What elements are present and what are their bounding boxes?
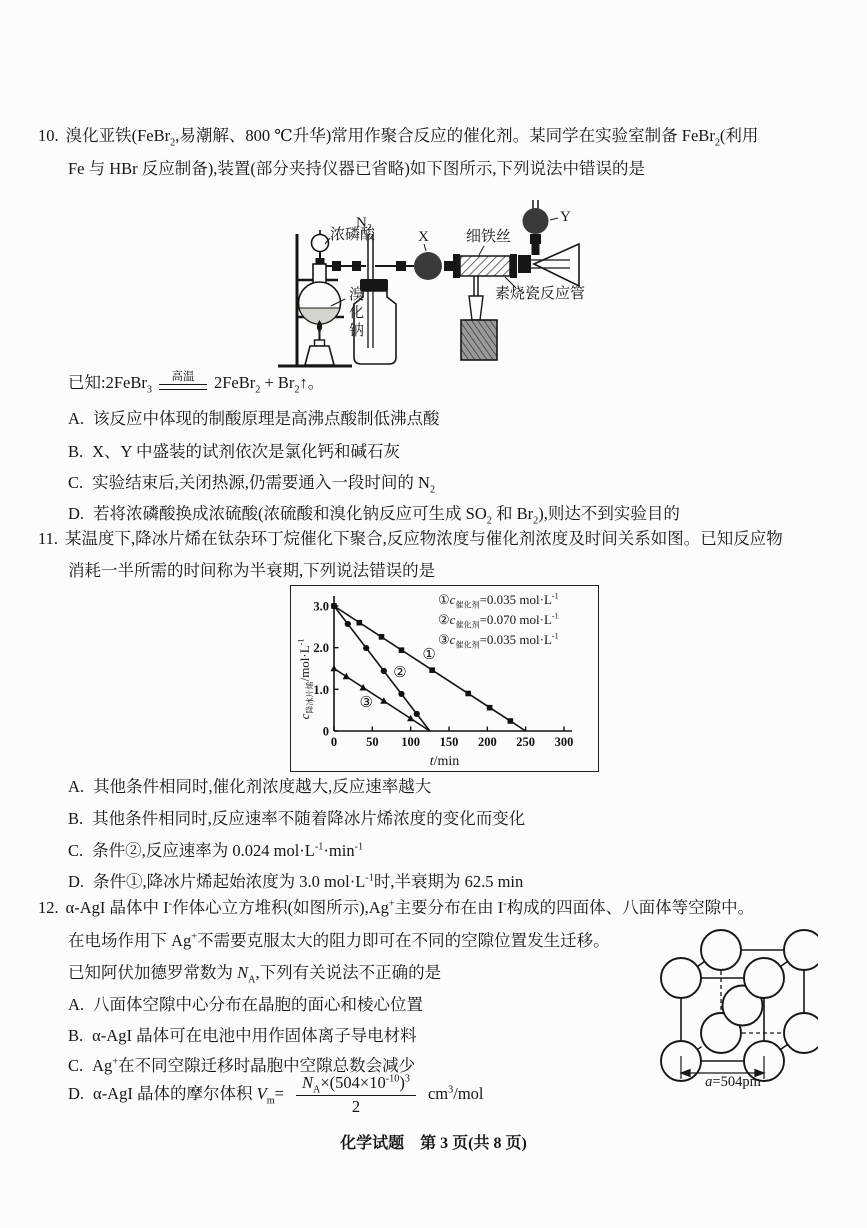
label-iron-wire: 细铁丝: [466, 229, 512, 245]
q12-stem-text2: 在电场作用下 Ag+不需要克服太大的阻力即可在不同的空隙位置发生迁移。: [68, 931, 610, 950]
blast-lamp: [461, 276, 497, 360]
label-conc-phosphoric-acid: 浓磷酸: [330, 227, 376, 243]
option-d-post: $cm^3$/mol: [427, 1084, 484, 1103]
q10-stem-text1: 溴化亚铁(FeBr$_2$,易潮解、800 ℃升华)常用作聚合反应的催化剂。某同学在实验室制备 FeBr$_2$(利用: [65, 126, 759, 149]
q10-number: 10.: [38, 126, 59, 145]
page-footer: 化学试题 第 3 页(共 8 页): [340, 1135, 527, 1152]
option-label: B.: [68, 1026, 84, 1045]
collection-flask: [518, 244, 579, 286]
option-d-pre: α-AgI 晶体的摩尔体积 $V_m=$: [93, 1084, 284, 1107]
q10-stem-line1: [38, 125, 758, 147]
label-porcelain-tube: 素烧瓷反应管: [495, 286, 586, 302]
q12-number: 12.: [38, 898, 59, 917]
option-label: B.: [68, 809, 84, 828]
q10-option-c: [68, 472, 435, 494]
option-text: Ag+在不同空隙迁移时晶胞中空隙总数会减少: [92, 1056, 416, 1075]
legend-entry-2: $②c_{催化剂}=0.070$ $mol\cdot L^{-1}$: [438, 611, 559, 630]
alcohol-lamp: [305, 320, 334, 365]
crystal-structure-figure: [648, 916, 818, 1096]
svg-text:②: ②: [393, 664, 407, 681]
lattice-parameter-label: a=504pm: [705, 1074, 761, 1090]
option-label: D.: [68, 1084, 85, 1103]
q11-stem-line1: [38, 528, 783, 550]
reaction-tube: [453, 246, 517, 288]
svg-text:300: 300: [554, 735, 574, 749]
option-label: C.: [68, 1056, 84, 1075]
svg-text:2.0: 2.0: [313, 641, 329, 656]
svg-text:100: 100: [401, 735, 421, 749]
molar-volume-fraction: [296, 1071, 416, 1117]
option-text: 若将浓磷酸换成浓硫酸(浓硫酸和溴化钠反应可生成 $SO_2$ 和 $Br_2$),则达不到实验目的: [93, 504, 680, 527]
q10-stem-line2: [68, 158, 645, 180]
option-label: A.: [68, 995, 85, 1014]
q10-option-b: [68, 441, 400, 463]
svg-text:200: 200: [477, 735, 497, 749]
dropping-funnel: [312, 230, 331, 264]
q11-stem-text1: 某温度下,降冰片烯在钛杂环丁烷催化下聚合,反应物浓度与催化剂浓度及时间关系如图。已知反应物: [65, 529, 783, 548]
svg-text:150: 150: [439, 735, 459, 749]
q11-number: 11.: [38, 529, 59, 548]
option-label: C.: [68, 473, 84, 492]
q11-option-b: [68, 808, 525, 830]
q12-stem-text1: α-AgI 晶体中 I-作体心立方堆积(如图所示),Ag+主要分布在由 I-构成的四面体、八面体等空隙中。: [65, 898, 755, 917]
option-label: C.: [68, 841, 84, 860]
q11-option-d: [68, 871, 523, 893]
delivery-tube: [326, 261, 414, 271]
apparatus-drawing: [268, 196, 628, 374]
option-label: A.: [68, 409, 85, 428]
option-text: 实验结束后,关闭热源,仍需要通入一段时间的 $N_2$: [92, 473, 436, 496]
iodide-ions: [661, 930, 818, 1081]
q10-stem-text2: Fe 与 HBr 反应制备),装置(部分夹持仪器已省略)如下图所示,下列说法中错误的是: [68, 159, 646, 178]
q11-option-c: [68, 840, 363, 862]
q12-option-b: [68, 1025, 417, 1047]
option-label: D.: [68, 872, 85, 891]
q11-option-a: [68, 776, 431, 798]
chart-x-axis-label: t/min: [429, 754, 460, 769]
q12-option-a: [68, 994, 423, 1016]
option-text: X、Y 中盛装的试剂依次是氯化钙和碱石灰: [92, 442, 400, 461]
option-label: D.: [68, 504, 85, 523]
svg-text:3.0: 3.0: [313, 599, 329, 614]
q12-stem-text3: 已知阿伏加德罗常数为 $N_A$,下列有关说法不正确的是: [68, 963, 442, 986]
q10-option-d: [68, 503, 680, 525]
label-sodium-bromide: 溴化钠: [347, 286, 363, 340]
equation-rhs: 2FeBr$_2$ + $Br_2↑$。: [213, 373, 325, 396]
apparatus-figure: [268, 196, 628, 374]
drying-bulb-x: [414, 244, 453, 280]
label-n2: N₂: [356, 215, 373, 231]
equation-lhs: 已知:2FeBr$_3$: [68, 373, 152, 396]
q11-stem-line2: [68, 560, 435, 582]
q12-option-d: [68, 1068, 484, 1120]
double-line: [159, 384, 207, 390]
fraction-denominator: 2: [351, 1097, 361, 1116]
round-bottom-flask: [299, 264, 346, 324]
option-text: 其他条件相同时,催化剂浓度越大,反应速率越大: [93, 777, 432, 796]
option-text: 其他条件相同时,反应速率不随着降冰片烯浓度的变化而变化: [92, 809, 526, 828]
fraction-numerator: $N_A\times(504\times 10^{-10})^3$: [296, 1071, 416, 1096]
option-text: 八面体空隙中心分布在晶胞的面心和棱心位置: [93, 995, 424, 1014]
reaction-condition: [159, 371, 207, 390]
condition-text: 高温: [171, 370, 195, 383]
drying-bulb-y: [523, 200, 559, 255]
option-label: B.: [68, 442, 84, 461]
svg-text:①: ①: [422, 646, 436, 663]
option-text: 该反应中体现的制酸原理是高沸点酸制低沸点酸: [93, 409, 440, 428]
option-text: 条件②,反应速率为 0.024 $mol\cdot L^{-1}\cdot\min^{-1}$: [92, 841, 364, 860]
svg-text:1.0: 1.0: [313, 682, 329, 697]
option-label: A.: [68, 777, 85, 796]
bcc-unit-cell-drawing: [648, 916, 818, 1088]
q10-option-a: [68, 408, 440, 430]
q12-stem-line2: [68, 930, 610, 952]
reaction-chart: [290, 585, 599, 772]
svg-text:250: 250: [516, 735, 536, 749]
q11-stem-text2: 消耗一半所需的时间称为半衰期,下列说法错误的是: [68, 561, 436, 580]
svg-text:50: 50: [366, 735, 379, 749]
chart-legend: [438, 590, 559, 650]
chart-y-axis-label: $c_{降冰片烯}/mol\cdot L^{-1}$: [296, 638, 315, 719]
svg-text:③: ③: [359, 694, 373, 711]
legend-entry-1: $①c_{催化剂}=0.035$ $mol\cdot L^{-1}$: [438, 591, 559, 610]
svg-text:0: 0: [322, 724, 329, 739]
q12-stem-line1: [38, 897, 754, 919]
label-y: Y: [560, 209, 571, 225]
option-text: α-AgI 晶体可在电池中用作固体离子导电材料: [92, 1026, 417, 1045]
svg-text:0: 0: [330, 735, 338, 749]
q10-given-equation: [68, 372, 324, 394]
option-text: 条件①,降冰片烯起始浓度为 3.0 $mol\cdot L^{-1}$时,半衰期为 62.5 min: [93, 872, 524, 891]
q12-stem-line3: [68, 962, 441, 984]
label-x: X: [418, 229, 429, 245]
legend-entry-3: $③c_{催化剂}=0.035$ $mol\cdot L^{-1}$: [438, 631, 559, 650]
